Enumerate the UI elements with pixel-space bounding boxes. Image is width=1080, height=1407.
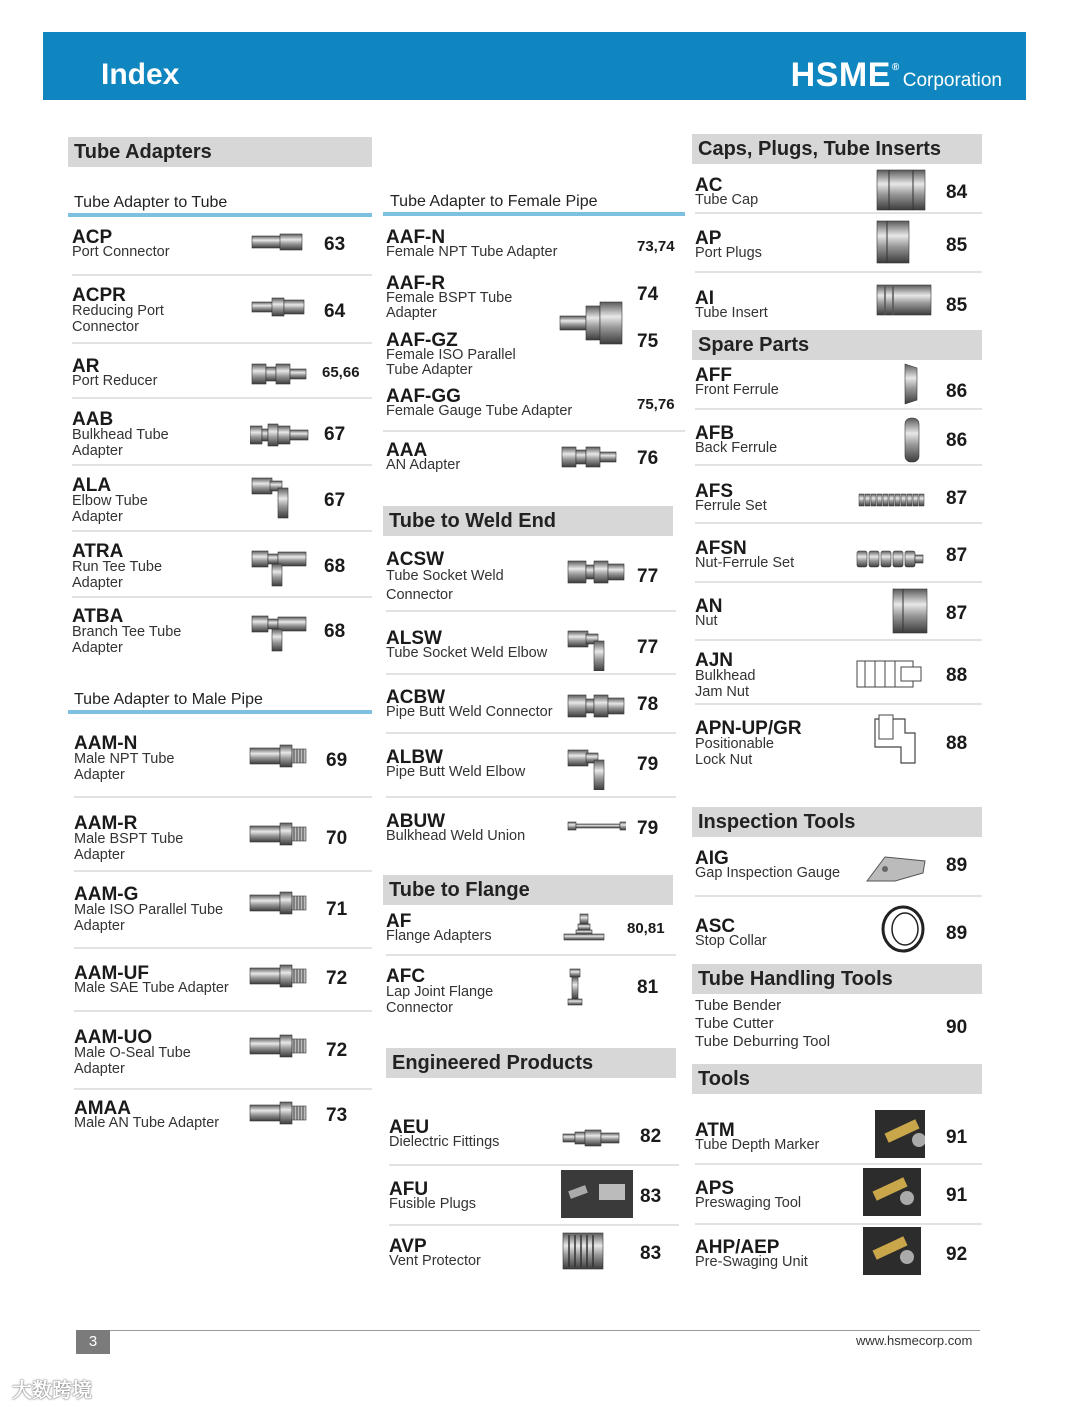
index-row[interactable] [389, 1235, 679, 1279]
page-number-ref: 91 [946, 1185, 968, 1206]
index-row[interactable] [695, 1119, 982, 1165]
product-description: Reducing Port Connector [72, 303, 164, 335]
index-row[interactable] [386, 548, 676, 612]
page-number-ref: 68 [324, 621, 346, 642]
product-code: AAM-UO [74, 1027, 153, 1048]
product-description: Female BSPT Tube Adapter [386, 290, 513, 321]
bulkhead-tube-adapter-icon [250, 420, 310, 452]
product-description: Male ISO Parallel Tube Adapter [74, 902, 224, 934]
butt-weld-connector-icon [566, 690, 626, 724]
index-row[interactable] [695, 480, 982, 524]
page-number-ref: 63 [324, 234, 346, 255]
page-number-ref: 67 [324, 424, 346, 445]
subsection-title: Tube Adapter to Female Pipe [390, 193, 598, 210]
index-row[interactable] [695, 595, 982, 641]
index-row[interactable] [386, 746, 676, 798]
product-code: ALA [72, 475, 112, 496]
index-row[interactable] [389, 1116, 679, 1166]
lap-joint-flange-icon [562, 967, 592, 1009]
butt-weld-elbow-icon [566, 746, 626, 795]
index-row[interactable] [695, 915, 982, 959]
vent-protector-icon [561, 1231, 611, 1278]
product-code: ACP [72, 227, 113, 248]
male-npt-adapter-icon [248, 742, 312, 777]
product-description: Tube Depth Marker [695, 1137, 820, 1153]
back-ferrule-icon [903, 416, 923, 464]
page-number-ref: 77 [637, 637, 659, 658]
jam-nut-icon [855, 655, 925, 700]
dielectric-fitting-icon [561, 1124, 625, 1157]
product-description: Nut-Ferrule Set [695, 555, 795, 571]
bulkhead-tube-adapter-icon [250, 420, 310, 457]
page-number-ref: 78 [637, 694, 659, 715]
product-description: Tube Insert [695, 305, 768, 321]
website-link[interactable]: www.hsmecorp.com [856, 1333, 973, 1348]
male-bspt-adapter-icon [248, 820, 312, 855]
product-code: AFF [695, 365, 732, 386]
subsection-title: Tube Adapter to Male Pipe [74, 691, 263, 708]
index-row[interactable] [72, 355, 372, 399]
product-code: AC [695, 175, 723, 196]
product-code: AAB [72, 409, 114, 430]
page-number-ref: 67 [324, 490, 346, 511]
front-ferrule-icon [903, 362, 923, 410]
male-sae-adapter-icon [248, 962, 312, 997]
section-inspection-tools: Inspection Tools [692, 807, 982, 837]
product-description: Male NPT Tube Adapter [74, 751, 175, 783]
page-number-ref: 70 [326, 828, 348, 849]
port-connector-icon [250, 228, 310, 260]
product-code: AFB [695, 423, 735, 444]
butt-weld-connector-icon [566, 690, 626, 729]
index-row[interactable] [74, 1026, 372, 1090]
product-code: APN-UP/GR [695, 718, 802, 739]
lock-nut-icon [873, 713, 923, 767]
product-code: AFU [389, 1179, 429, 1200]
page-number-ref: 83 [640, 1186, 662, 1207]
tube-cap-icon [875, 168, 935, 216]
reducing-port-connector-icon [250, 292, 310, 329]
tube-cap-icon [875, 168, 935, 221]
product-description: Stop Collar [695, 933, 767, 949]
index-row[interactable] [72, 284, 372, 344]
page-number-ref: 88 [946, 733, 968, 754]
page-number-ref: 87 [946, 603, 968, 624]
product-code: ALBW [386, 747, 443, 768]
page-number-ref: 69 [326, 750, 348, 771]
product-code: AAA [386, 440, 428, 461]
product-code: AF [386, 911, 412, 932]
product-description: Lap Joint Flange Connector [386, 984, 494, 1016]
product-description: Tube Socket Weld Connector [386, 568, 504, 603]
product-description: Port Connector [72, 244, 170, 260]
product-code: ACSW [386, 549, 445, 570]
socket-weld-connector-icon [566, 556, 626, 595]
index-row[interactable] [386, 910, 676, 956]
product-code: AFS [695, 481, 733, 502]
product-code: AIG [695, 848, 729, 869]
flange-adapter-icon [562, 912, 622, 951]
page-number-ref: 75 [637, 331, 659, 352]
subsection-title: Tube Adapter to Tube [74, 194, 228, 211]
index-row[interactable] [695, 227, 982, 273]
product-code: AFC [386, 966, 426, 987]
page-number-ref: 72 [326, 1040, 348, 1061]
elbow-tube-adapter-icon [250, 474, 310, 527]
product-code: AP [695, 228, 722, 249]
socket-weld-elbow-icon [566, 627, 626, 676]
nut-icon [891, 587, 931, 640]
male-oseal-adapter-icon [248, 1032, 312, 1067]
index-row[interactable] [72, 605, 372, 661]
index-row[interactable] [72, 474, 372, 532]
port-plug-icon [875, 219, 915, 272]
section-caps-plugs: Caps, Plugs, Tube Inserts [692, 134, 982, 164]
product-description: Port Plugs [695, 245, 762, 261]
product-description: Bulkhead Weld Union [386, 828, 526, 844]
page-number-ref: 71 [326, 899, 348, 920]
an-adapter-icon [560, 442, 626, 476]
product-code: ALSW [386, 628, 442, 649]
handling-list [695, 997, 830, 1051]
page-number-ref: 83 [640, 1243, 662, 1264]
run-tee-tube-adapter-icon [250, 546, 310, 588]
branch-tee-tube-adapter-icon [250, 611, 310, 653]
product-description: Pre-Swaging Unit [695, 1254, 808, 1270]
flange-adapter-icon [562, 912, 622, 946]
section-tube-handling-tools: Tube Handling Tools [692, 964, 982, 994]
page-number-ref: 68 [324, 556, 346, 577]
page-number-ref: 75,76 [637, 396, 675, 413]
product-description: Preswaging Tool [695, 1195, 802, 1211]
product-description: Elbow Tube Adapter [72, 493, 148, 525]
male-iso-adapter-icon [248, 889, 312, 924]
page-number-ref: 65,66 [322, 364, 360, 381]
pre-swaging-unit-photo [863, 1227, 921, 1280]
stop-collar-icon [879, 905, 929, 960]
page-number-ref: 73,74 [637, 238, 675, 255]
index-row[interactable] [386, 627, 676, 675]
product-code: ACBW [386, 687, 446, 708]
product-code: AAF-R [386, 273, 446, 294]
product-description: Ferrule Set [695, 498, 767, 514]
socket-weld-connector-icon [566, 556, 626, 590]
port-reducer-icon [250, 359, 310, 391]
page-number-ref: 85 [946, 295, 968, 316]
subsection-rule [383, 212, 685, 216]
male-an-adapter-icon [248, 1099, 312, 1134]
index-row[interactable] [72, 408, 372, 466]
page-number-ref: 89 [946, 855, 968, 876]
bulkhead-weld-union-icon [566, 814, 626, 843]
header-banner [43, 32, 1026, 100]
index-row[interactable] [386, 686, 676, 734]
port-plug-icon [875, 219, 915, 267]
page-number-ref: 91 [946, 1127, 968, 1148]
product-code: AVP [389, 1236, 427, 1257]
male-npt-adapter-icon [248, 742, 312, 772]
product-description: Tube Cap [695, 192, 759, 208]
page-number-ref: 77 [637, 566, 659, 587]
nut-icon [891, 587, 931, 635]
elbow-tube-adapter-icon [250, 474, 310, 522]
product-description: Male BSPT Tube Adapter [74, 831, 184, 863]
product-description: Female NPT Tube Adapter [386, 244, 558, 260]
product-code: AAM-UF [74, 963, 149, 984]
page-number: 3 [76, 1330, 110, 1354]
watermark: 大数跨境 [12, 1380, 92, 1402]
product-code: ATBA [72, 606, 124, 627]
nut-ferrule-set-icon [855, 547, 925, 576]
tube-insert-icon [875, 279, 935, 327]
product-description: Dielectric Fittings [389, 1134, 500, 1150]
product-code: AAM-R [74, 813, 138, 834]
index-row[interactable] [695, 364, 982, 410]
section-tube-adapters: Tube Adapters [68, 137, 372, 167]
index-row[interactable] [74, 812, 372, 872]
product-description: Bulkhead Tube Adapter [72, 427, 169, 459]
index-row[interactable] [389, 1178, 679, 1226]
index-row[interactable] [695, 287, 982, 327]
front-ferrule-icon [903, 362, 923, 415]
index-row[interactable] [695, 717, 982, 771]
product-code: ACPR [72, 285, 126, 306]
index-row[interactable] [386, 965, 676, 1017]
jam-nut-icon [855, 655, 925, 695]
dielectric-fitting-icon [561, 1124, 625, 1152]
product-code: AI [695, 288, 714, 309]
product-code: APS [695, 1178, 735, 1199]
index-row[interactable] [695, 649, 982, 705]
footer-rule [76, 1330, 980, 1331]
product-code: AAM-N [74, 733, 138, 754]
page-number-ref: 76 [637, 448, 659, 469]
section-engineered-products: Engineered Products [386, 1048, 676, 1078]
page-number-ref: 72 [326, 968, 348, 989]
subsection-rule [68, 213, 372, 217]
product-code: AAM-G [74, 884, 139, 905]
product-description: Male AN Tube Adapter [74, 1115, 220, 1131]
page-number-ref: 74 [637, 284, 659, 305]
index-row[interactable] [695, 537, 982, 583]
index-row[interactable] [74, 1097, 372, 1137]
product-code: AEU [389, 1117, 430, 1138]
index-row[interactable] [74, 962, 372, 1012]
index-row[interactable] [74, 732, 372, 798]
product-description: Branch Tee Tube Adapter [72, 624, 182, 656]
index-row[interactable] [695, 847, 982, 897]
product-code: ATRA [72, 541, 124, 562]
bulkhead-weld-union-icon [566, 814, 626, 838]
page-number-ref: 92 [946, 1244, 968, 1265]
index-row[interactable] [695, 174, 982, 214]
product-code: AJN [695, 650, 734, 671]
product-description: Female ISO Parallel Tube Adapter [386, 347, 516, 378]
index-row[interactable] [695, 1236, 982, 1280]
section-tube-to-weld-end: Tube to Weld End [383, 506, 673, 536]
page-number-ref: 79 [637, 754, 659, 775]
product-description: Bulkhead Jam Nut [695, 668, 756, 700]
butt-weld-elbow-icon [566, 746, 626, 790]
page-number-ref: 84 [946, 182, 968, 203]
run-tee-tube-adapter-icon [250, 546, 310, 593]
stop-collar-icon [879, 905, 929, 955]
product-description: Front Ferrule [695, 382, 779, 398]
ferrule-set-icon [857, 488, 927, 517]
lock-nut-icon [873, 713, 923, 772]
subsection-rule [68, 710, 372, 714]
gap-gauge-icon [865, 851, 927, 892]
index-row[interactable] [74, 883, 372, 949]
product-description: Male SAE Tube Adapter [74, 980, 229, 996]
page-title: Index [101, 58, 180, 91]
port-connector-icon [250, 228, 310, 265]
row-divider [383, 430, 685, 432]
page-number-ref: 86 [946, 381, 968, 402]
product-description: Positionable Lock Nut [695, 736, 774, 768]
male-sae-adapter-icon [248, 962, 312, 992]
preswaging-tool-photo [863, 1168, 921, 1216]
product-code: AN [695, 596, 723, 617]
index-row[interactable] [386, 810, 676, 848]
pre-swaging-unit-photo [863, 1227, 921, 1275]
product-code: AR [72, 356, 100, 377]
page-number-ref: 79 [637, 818, 659, 839]
page-number-ref: 88 [946, 665, 968, 686]
product-description: Pipe Butt Weld Connector [386, 704, 553, 720]
product-code: AHP/AEP [695, 1237, 780, 1258]
fusible-plug-photo [561, 1170, 635, 1218]
product-code: AAF-N [386, 227, 446, 248]
page-number-ref: 73 [326, 1105, 348, 1126]
product-description: Port Reducer [72, 373, 158, 389]
product-description: Tube Socket Weld Elbow [386, 645, 548, 661]
product-description: Gap Inspection Gauge [695, 865, 841, 881]
index-row[interactable] [72, 226, 372, 276]
product-description: Back Ferrule [695, 440, 778, 456]
index-row[interactable] [695, 1177, 982, 1225]
handling-line: Tube Cutter [695, 1015, 774, 1032]
product-description: Flange Adapters [386, 928, 492, 944]
branch-tee-tube-adapter-icon [250, 611, 310, 658]
product-description: Run Tee Tube Adapter [72, 559, 163, 591]
nut-ferrule-set-icon [855, 547, 925, 571]
male-iso-adapter-icon [248, 889, 312, 919]
page-number-ref: 87 [946, 545, 968, 566]
product-code: AAF-GG [386, 386, 461, 407]
an-adapter-icon [560, 442, 626, 481]
index-row[interactable] [695, 422, 982, 466]
page-number-ref: 82 [640, 1126, 662, 1147]
product-code: ATM [695, 1120, 735, 1141]
product-description: Male O-Seal Tube Adapter [74, 1045, 191, 1077]
brand-logo: HSME® Corporation [790, 56, 1002, 94]
tube-insert-icon [875, 279, 935, 332]
section-spare-parts: Spare Parts [692, 330, 982, 360]
page-number-ref: 86 [946, 430, 968, 451]
product-description: Pipe Butt Weld Elbow [386, 764, 526, 780]
product-description: Vent Protector [389, 1253, 481, 1269]
gap-gauge-icon [865, 851, 927, 887]
product-description: AN Adapter [386, 457, 461, 473]
back-ferrule-icon [903, 416, 923, 469]
page-number-ref: 85 [946, 235, 968, 256]
page-number-ref: 89 [946, 923, 968, 944]
reducing-port-connector-icon [250, 292, 310, 324]
depth-marker-photo [875, 1110, 925, 1163]
ferrule-set-icon [857, 488, 927, 512]
male-an-adapter-icon [248, 1099, 312, 1129]
handling-line: Tube Bender [695, 997, 782, 1014]
section-tools: Tools [692, 1064, 982, 1094]
port-reducer-icon [250, 359, 310, 396]
handling-line: Tube Deburring Tool [695, 1033, 831, 1050]
vent-protector-icon [561, 1231, 611, 1273]
product-code: ASC [695, 916, 736, 937]
page-number-ref: 64 [324, 301, 346, 322]
product-code: AMAA [74, 1098, 131, 1119]
page-number-ref: 80,81 [627, 920, 665, 937]
index-row[interactable] [72, 540, 372, 598]
male-oseal-adapter-icon [248, 1032, 312, 1062]
product-description: Nut [695, 613, 718, 629]
depth-marker-photo [875, 1110, 925, 1158]
socket-weld-elbow-icon [566, 627, 626, 671]
fusible-plug-photo [561, 1170, 635, 1223]
page-number-ref: 87 [946, 488, 968, 509]
product-code: AFSN [695, 538, 747, 559]
section-tube-to-flange: Tube to Flange [383, 875, 673, 905]
product-code: AAF-GZ [386, 330, 458, 351]
page-number-ref: 81 [637, 977, 659, 998]
preswaging-tool-photo [863, 1168, 921, 1221]
product-code: ABUW [386, 811, 446, 832]
product-description: Fusible Plugs [389, 1196, 477, 1212]
female-adapter-icon [558, 300, 624, 348]
page-number-ref: 90 [946, 1017, 968, 1038]
male-bspt-adapter-icon [248, 820, 312, 850]
lap-joint-flange-icon [562, 967, 592, 1014]
female-adapter-icon [558, 300, 624, 353]
product-description: Female Gauge Tube Adapter [386, 403, 573, 419]
